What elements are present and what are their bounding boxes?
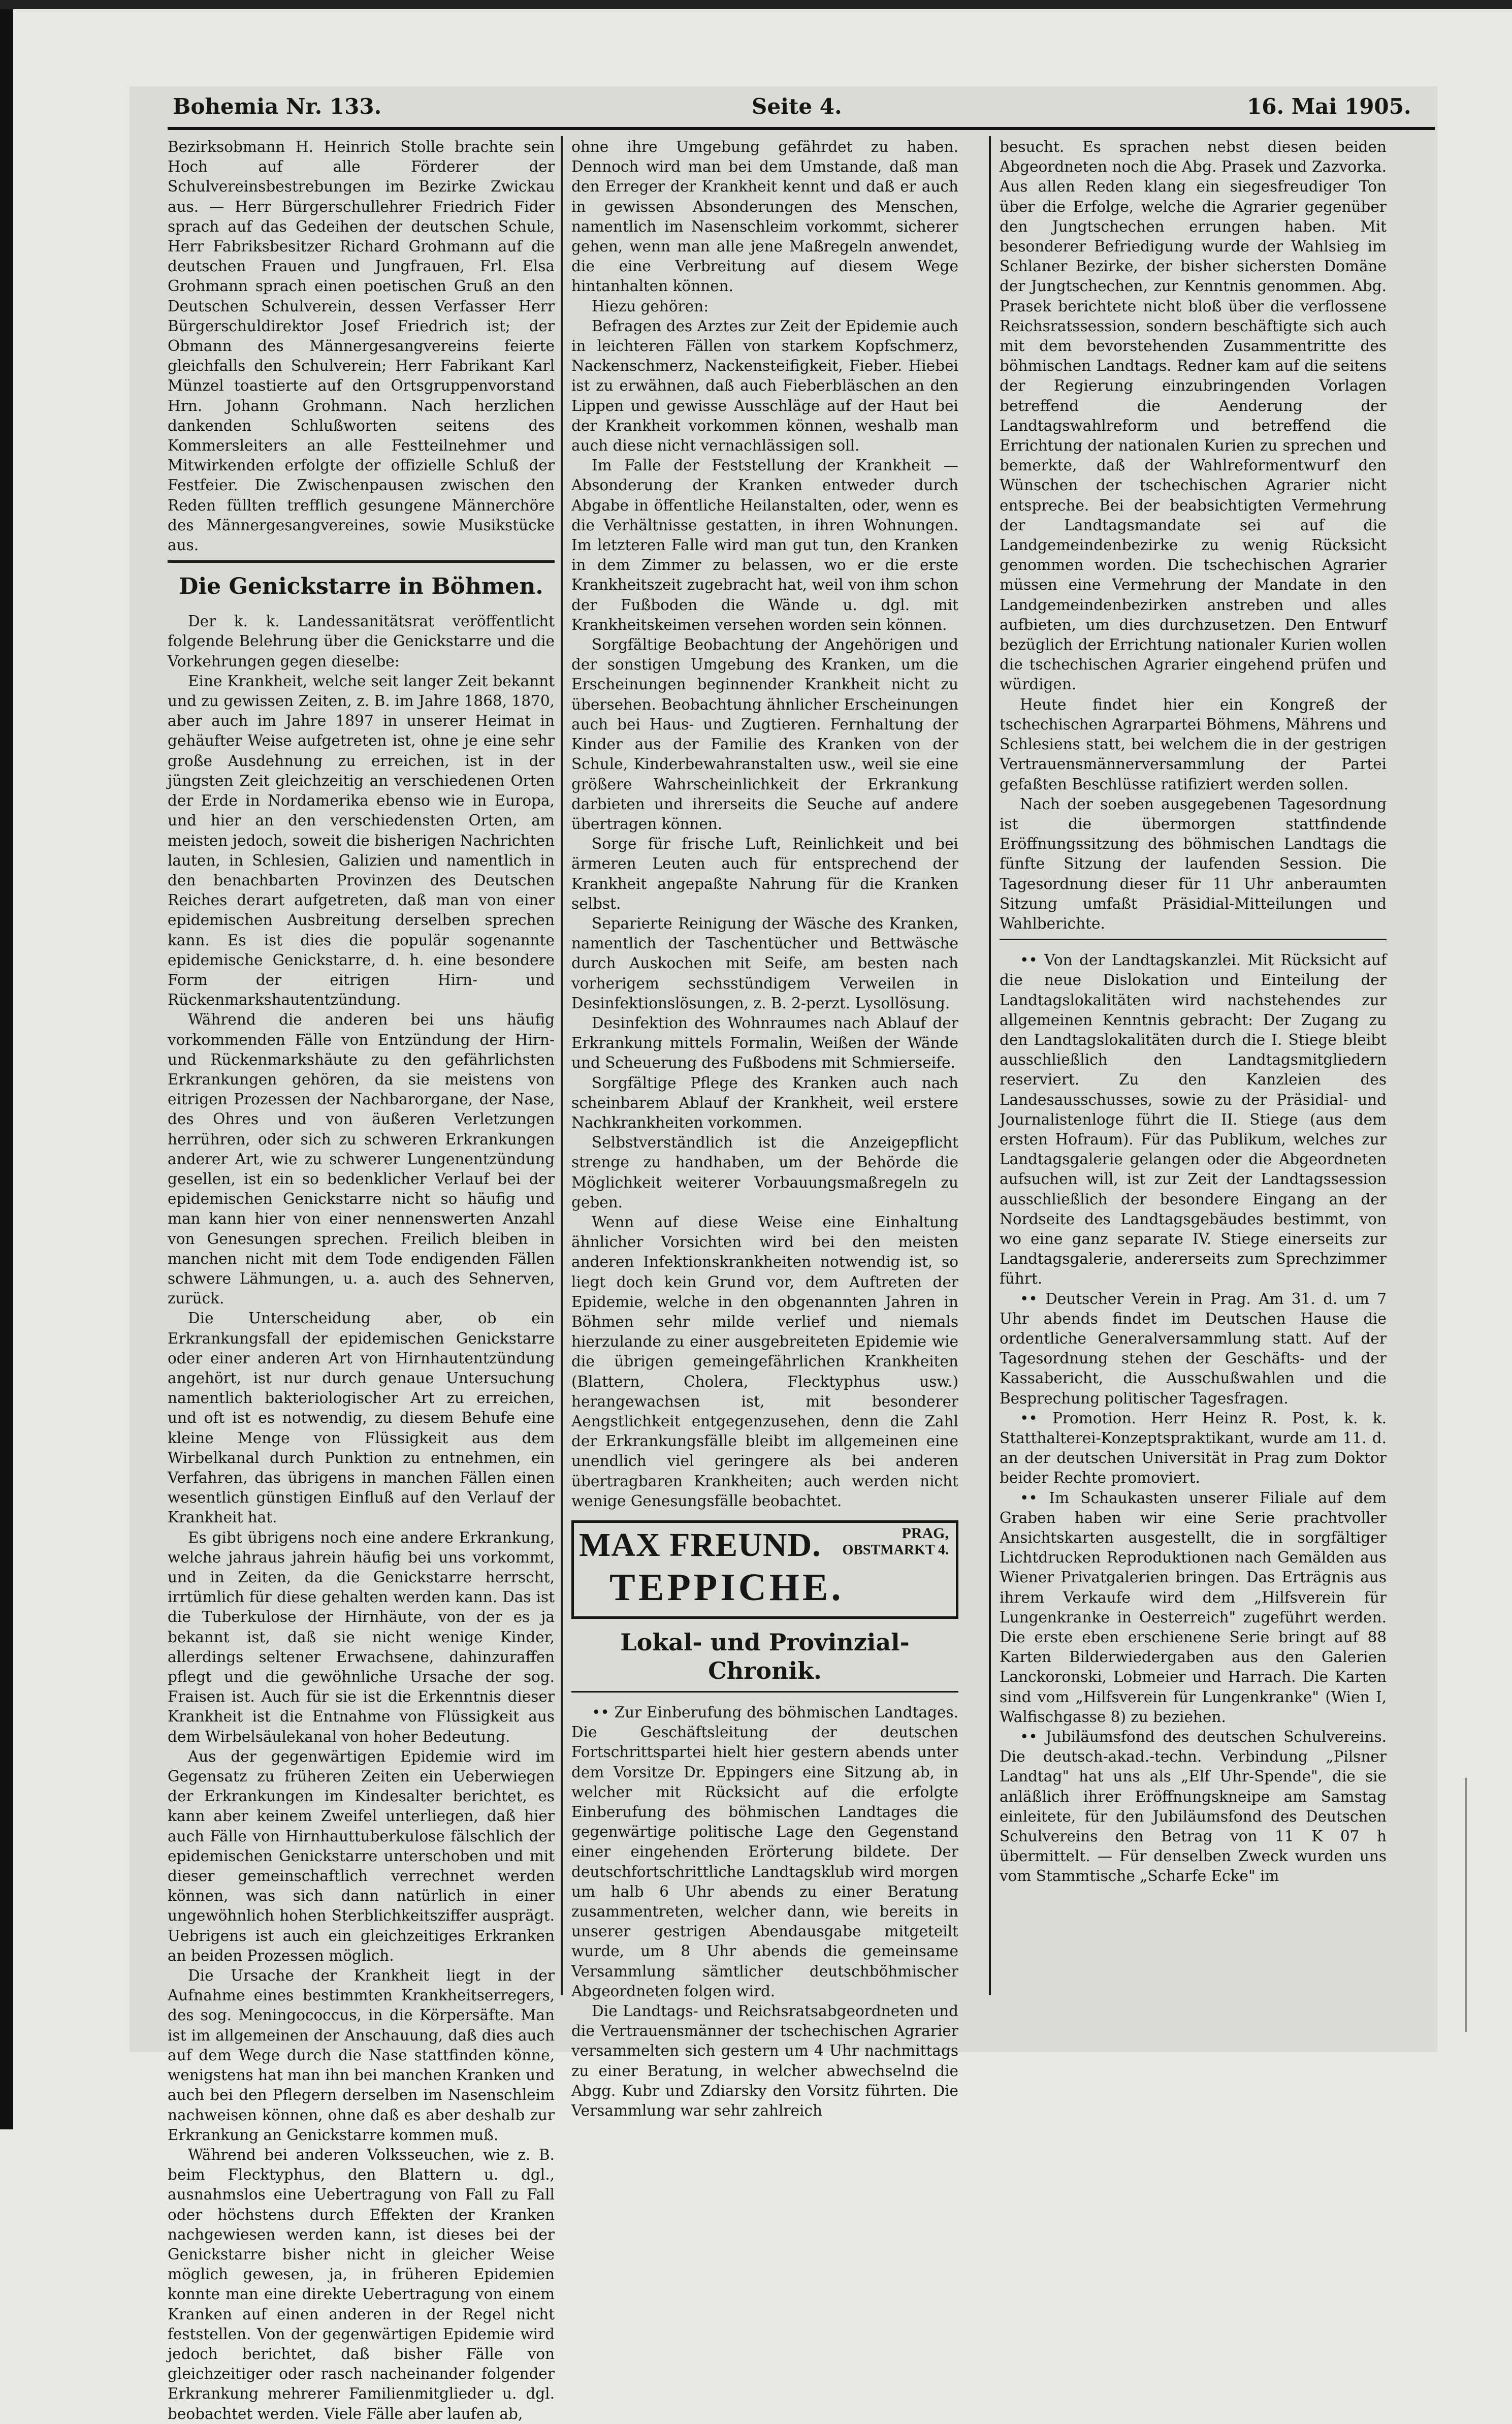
article-paragraph: Der k. k. Landessanitätsrat veröffentlicht folgende Belehrung über die Genickstarre und die Vorkehrungen gegen dieselbe: <box>168 613 555 670</box>
advertiser-city: PRAG, <box>902 1525 949 1542</box>
article-paragraph: Die Landtags- und Reichsratsabgeordneten und die Vertrauensmänner der tschechischen Agrarier versammelten sich gestern um 4 Uhr nachmittags zu einer Beratung, in welcher abwechselnd die Abgg. Kubr und Zdiarsky den Vorsitz führten. Die Versammlung war sehr zahlreich <box>571 2002 958 2120</box>
article-paragraph: Eine Krankheit, welche seit langer Zeit bekannt und zu gewissen Zeiten, z. B. im Jahre 1868, 1870, aber auch im Jahre 1897 in unserer Heimat in gehäufter Weise aufgetreten ist, ohne je eine sehr große Ausdehnung zu erreichen, ist in der jüngsten Zeit gleichzeitig an verschiedenen Orten der Erde in Nordamerika ebenso wie in Europa, und hier an den verschiedensten Orten, am meisten jedoch, soweit die bisherigen Nachrichten lauten, in Schlesien, Galizien und namentlich in den benachbarten Provinzen des Deutschen Reiches derart aufgetreten, daß man von einer epidemischen Ausbreitung derselben sprechen kann. Es ist dies die populär sogenannte epidemische Genickstarre, d. h. eine besondere Form der eitrigen Hirn- und Rückenmarkshautentzündung. <box>168 672 555 1009</box>
article-paragraph: •• Jubiläumsfond des deutschen Schulvereins. Die deutsch-akad.-techn. Verbindung „Pilsner Landtag" hat uns als „Elf Uhr-Spende", die sie anläßlich ihrer Eröffnungskneipe am Samstag einleitete, für den Jubiläumsfond des Deutschen Schulvereins den Betrag von 11 K 07 h übermittelt. — Für denselben Zweck wurden uns vom Stammtische „Scharfe Ecke" im <box>1000 1728 1387 1885</box>
advertisement-box <box>571 1520 958 1619</box>
header-rule <box>168 127 1435 130</box>
article-headline: Die Genickstarre in Böhmen. <box>179 573 543 600</box>
article-paragraph: •• Promotion. Herr Heinz R. Post, k. k. Statthalterei-Konzeptspraktikant, wurde am 11. d. an der deutschen Universität in Prag zum Doktor beider Rechte promoviert. <box>1000 1409 1387 1487</box>
article-paragraph: Während die anderen bei uns häufig vorkommenden Fälle von Entzündung der Hirn- und Rückenmarkshäute zu den gefährlichsten Erkrankungen gehören, da sie meistens von eitrigen Prozessen der Nachbarorgane, der Nase, des Ohres und von äußeren Verletzungen herrühren, oder sich zu schweren Erkrankungen anderer Art, wie zu schwerer Lungenentzündung gesellen, ist ein so bedenklicher Verlauf bei der epidemischen Genickstarre nicht so häufig und man kann hier von einer nennenswerten Anzahl von Genesungen sprechen. Freilich bleiben in manchen nicht mit dem Tode endigenden Fällen schwere Lähmungen, u. a. auch des Sehnerven, zurück. <box>168 1011 555 1307</box>
article-paragraph: Selbstverständlich ist die Anzeigepflicht strenge zu handhaben, um der Behörde die Möglichkeit weiterer Vorbauungsmaßregeln zu geben. <box>571 1134 958 1211</box>
article-paragraph: Die Unterscheidung aber, ob ein Erkrankungsfall der epidemischen Genickstarre oder einer anderen Art von Hirnhautentzündung angehört, ist nur durch genaue Untersuchung namentlich bakteriologischer Art zu erreichen, und oft ist es notwendig, zu diesem Behufe eine kleine Menge von Flüssigkeit aus dem Wirbelkanal durch Punktion zu entnehmen, ein Verfahren, das übrigens in manchen Fällen einen wesentlich günstigen Einfluß auf den Verlauf der Krankheit hat. <box>168 1310 555 1526</box>
article-paragraph: •• Deutscher Verein in Prag. Am 31. d. um 7 Uhr abends findet im Deutschen Hause die ordentliche Generalversammlung statt. Auf der Tagesordnung stehen der Geschäfts- und der Kassabericht, die Ausschußwahlen und die Besprechung politischer Tagesfragen. <box>1000 1290 1387 1407</box>
article-paragraph: Es gibt übrigens noch eine andere Erkrankung, welche jahraus jahrein häufig bei uns vorkommt, und in Zeiten, da die Genickstarre herrscht, irrtümlich für diese gehalten werden kann. Das ist die Tuberkulose der Hirnhäute, von der es ja bekannt ist, daß sie nicht wenige Kinder, allerdings seltener Erwachsene, dahinzuraffen pflegt und die gewöhnliche Ursache der sog. Fraisen ist. Auch für sie ist die Erkenntnis dieser Krankheit ist die Entnahme von Flüssigkeit aus dem Wirbelsäulekanal von hoher Bedeutung. <box>168 1528 555 1745</box>
advertised-product: TEPPICHE. <box>609 1566 844 1609</box>
column-2 <box>571 137 958 2120</box>
header-publication: Bohemia Nr. 133. <box>173 94 382 119</box>
article-paragraph: •• Von der Landtagskanzlei. Mit Rücksicht auf die neue Dislokation und Einteilung der Landtagslokalitäten wird nachstehendes zur allgemeinen Kenntnis gebracht: Der Zugang zu den Landtagslokalitäten durch die I. Stiege bleibt ausschließlich den Landtagsmitgliedern reserviert. Zu den Kanzleien des Landesausschusses, sowie zu der Präsidial- und Journalistenloge führt die II. Stiege (aus dem ersten Hofraum). Für das Publikum, welches zur Landtagsgalerie gelangen oder die Abgeordneten aufsuchen will, ist zur Zeit der Landtagssession ausschließlich der besondere Eingang an der Nordseite des Landtagsgebäudes bestimmt, von wo eine ganz separate IV. Stiege einerseits zur Landtagsgalerie, andererseits zum Sprechzimmer führt. <box>1000 951 1387 1288</box>
page-header <box>173 94 1437 131</box>
article-paragraph: Sorgfältige Pflege des Kranken auch nach scheinbarem Ablauf der Krankheit, weil erstere Nachkrankheiten vorkommen. <box>571 1074 958 1131</box>
header-date: 16. Mai 1905. <box>1247 94 1411 119</box>
article-divider <box>168 560 555 563</box>
article-paragraph: Heute findet hier ein Kongreß der tschechischen Agrarpartei Böhmens, Mährens und Schlesiens statt, bei welchem die in der gestrigen Vertrauensmännerversammlung der Partei gefaßten Beschlüsse ratifiziert werden sollen. <box>1000 695 1387 793</box>
article-paragraph: Separierte Reinigung der Wäsche des Kranken, namentlich der Taschentücher und Bettwäsche durch Auskochen mit Seife, am besten nach vorherigem sechsstündigem Verweilen in Desinfektionslösungen, z. B. 2-perzt. Lysollösung. <box>571 914 958 1012</box>
article-paragraph: Die Ursache der Krankheit liegt in der Aufnahme eines bestimmten Krankheitserregers, des sog. Meningococcus, in die Körpersäfte. Man ist im allgemeinen der Anschauung, daß dies auch auf dem Wege durch die Nase stattfinden könne, wenigstens hat man ihn bei manchen Kranken und auch bei den Pflegern derselben im Nasenschleim nachweisen können, ohne daß es aber deshalb zur Erkrankung an Genickstarre kommen muß. <box>168 1967 555 2144</box>
article-paragraph: besucht. Es sprachen nebst diesen beiden Abgeordneten noch die Abg. Prasek und Zazvorka. Aus allen Reden klang ein siegesfreudiger Ton über die Erfolge, welche die Agrarier gegenüber den Jungtschechen errungen haben. Mit besonderer Befriedigung wurde der Wahlsieg im Schlaner Bezirke, der bisher sichersten Domäne der Jungtschechen, zur Kenntnis genommen. Abg. Prasek berichtete nicht bloß über die verflossene Reichsratssession, sondern beschäftigte sich auch mit dem bevorstehenden Zusammentritte des böhmischen Landtags. Redner kam auf die seitens der Regierung einzubringenden Vorlagen betreffend die Aenderung der Landtagswahlreform und betreffend die Errichtung der nationalen Kurien zu sprechen und bemerkte, daß der Wahlreformentwurf den Wünschen der tschechischen Agrarier nicht entspreche. Bei der beabsichtigten Vermehrung der Landtagsmandate sei auf die Landgemeindenbezirke zu wenig Rücksicht genommen worden. Die tschechischen Agrarier müssen eine Vermehrung der Mandate in den Landgemeindenbezirken anstreben und alles aufbieten, um dies durchzusetzen. Den Entwurf bezüglich der Errichtung nationaler Kurien wollen die tschechischen Agrarier eingehend prüfen und würdigen. <box>1000 138 1387 693</box>
article-paragraph: Befragen des Arztes zur Zeit der Epidemie auch in leichteren Fällen von starkem Kopfschmerz, Nackenschmerz, Nackensteifigkeit, Fieber. Hiebei ist zu erwähnen, daß auch Fieberbläschen an den Lippen und gewisse Ausschläge auf der Haut bei der Krankheit vorkommen können, weshalb man auch diese nicht vernachlässigen soll. <box>571 317 958 455</box>
scan-edge-left <box>0 0 13 2129</box>
article-paragraph: Desinfektion des Wohnraumes nach Ablauf der Erkrankung mittels Formalin, Weißen der Wände und Scheuerung des Fußbodens mit Schmierseife. <box>571 1014 958 1072</box>
section-divider <box>571 1691 958 1693</box>
scan-artifact-line <box>1465 1778 1467 2032</box>
article-paragraph: Nach der soeben ausgegebenen Tagesordnung ist die übermorgen stattfindende Eröffnungssitzung des böhmischen Landtags die fünfte Sitzung der laufenden Session. Die Tagesordnung dieser für 11 Uhr anberaumten Sitzung umfaßt Präsidial-Mitteilungen und Wahlberichte. <box>1000 795 1387 932</box>
header-page-number: Seite 4. <box>752 94 842 119</box>
article-paragraph: Wenn auf diese Weise eine Einhaltung ähnlicher Vorsichten wird bei den meisten anderen Infektionskrankheiten notwendig ist, so liegt doch kein Grund vor, dem Auftreten der Epidemie, welche in den obgenannten Jahren in Böhmen sehr milde verlief und niemals hierzulande zu einer ausgebreiteten Epidemie wie die übrigen gemeingefährlichen Krankheiten (Blattern, Cholera, Flecktyphus usw.) herangewachsen ist, mit besonderer Aengstlichkeit entgegenzusehen, denn die Zahl der Erkrankungsfälle bleibt im allgemeinen eine unendlich viel geringere als bei anderen übertragbaren Krankheiten; auch werden nicht wenige Genesungsfälle beobachtet. <box>571 1213 958 1510</box>
advertiser-name: MAX FREUND. <box>579 1526 821 1564</box>
scan-edge-top <box>0 0 1512 9</box>
article-paragraph: Während bei anderen Volksseuchen, wie z. B. beim Flecktyphus, den Blattern u. dgl., ausnahmslos eine Uebertragung von Fall zu Fall oder höchstens durch Effekten der Kranken nachgewiesen werden kann, ist dieses bei der Genickstarre bisher nicht in gleicher Weise möglich gewesen, ja, in früheren Epidemien konnte man eine direkte Uebertragung von einem Kranken auf einen anderen in der Regel nicht feststellen. Von der gegenwärtigen Epidemie wird jedoch berichtet, daß bisher Fälle von gleichzeitiger oder rasch nacheinander folgender Erkrankung mehrerer Familienmitglieder u. dgl. beobachtet werden. Viele Fälle aber laufen ab, <box>168 2146 555 2422</box>
article-divider <box>1000 939 1387 940</box>
column-1 <box>168 137 555 2422</box>
column-rule-2 <box>989 136 991 1995</box>
article-paragraph: •• Zur Einberufung des böhmischen Landtages. Die Geschäftsleitung der deutschen Fortschrittspartei hielt hier gestern abends unter dem Vorsitze Dr. Eppingers eine Sitzung ab, in welcher mit Rücksicht auf die erfolgte Einberufung des böhmischen Landtages die gegenwärtige politische Lage den Gegenstand einer eingehenden Erörterung bildete. Der deutschfortschrittliche Landtagsklub wird morgen um halb 6 Uhr abends zu einer Beratung zusammentreten, welcher dann, wie bereits in unserer gestrigen Abendausgabe mitgeteilt wurde, um 8 Uhr abends die gemeinsame Versammlung sämtlicher deutschböhmischer Abgeordneten folgen wird. <box>571 1704 958 2000</box>
article-paragraph: Sorgfältige Beobachtung der Angehörigen und der sonstigen Umgebung des Kranken, um die Erscheinungen beginnender Krankheit nicht zu übersehen. Beobachtung ähnlicher Erscheinungen auch bei Haus- und Zugtieren. Fernhaltung der Kinder aus der Familie des Kranken von der Schule, Kinderbewahranstalten usw., weil sie eine größere Wahrscheinlichkeit der Erkrankung darbieten und ihrerseits die Seuche auf andere übertragen können. <box>571 636 958 833</box>
advertiser-address: OBSTMARKT 4. <box>842 1542 949 1558</box>
column-rule-1 <box>561 136 563 1995</box>
section-headline: Lokal- und Provinzial-Chronik. <box>620 1629 910 1685</box>
article-paragraph: Aus der gegenwärtigen Epidemie wird im Gegensatz zu früheren Zeiten ein Ueberwiegen der Erkrankungen im Kindesalter berichtet, es kann aber keinem Zweifel unterliegen, daß hier auch Fälle von Hirnhauttuberkulose fälschlich der epidemischen Genickstarre unterschoben und mit dieser gemeinschaftlich verrechnet werden können, was sich dann natürlich in einer ungewöhnlich hohen Sterblichkeitsziffer ausprägt. Uebrigens ist auch ein gleichzeitiges Erkranken an beiden Prozessen möglich. <box>168 1747 555 1964</box>
article-paragraph: Im Falle der Feststellung der Krankheit — Absonderung der Kranken entweder durch Abgabe in öffentliche Heilanstalten, oder, wenn es die Verhältnisse gestatten, in ihren Wohnungen. Im letzteren Falle wird man gut tun, den Kranken in dem Zimmer zu belassen, wo er die erste Krankheitszeit zugebracht hat, weil von ihm schon der Fußboden die Wände u. dgl. mit Krankheitskeimen versehen worden sein können. <box>571 457 958 633</box>
article-paragraph: Bezirksobmann H. Heinrich Stolle brachte sein Hoch auf alle Förderer der Schulvereinsbestrebungen im Bezirke Zwickau aus. — Herr Bürgerschullehrer Friedrich Fider sprach auf das Gedeihen der deutschen Schule, Herr Fabriksbesitzer Richard Grohmann auf die deutschen Frauen und Jungfrauen, Frl. Elsa Grohmann sprach einen poetischen Gruß an den Deutschen Schulverein, dessen Verfasser Herr Bürgerschuldirektor Josef Friedrich ist; der Obmann des Männergesangvereins feierte gleichfalls den Schulverein; Herr Fabrikant Karl Münzel toastierte auf den Ortsgruppenvorstand Hrn. Johann Grohmann. Nach herzlichen dankenden Schlußworten seitens des Kommersleiters an alle Festteilnehmer und Mitwirkenden erfolgte der offizielle Schluß der Festfeier. Die Zwischenpausen zwischen den Reden füllten trefflich gesungene Männerchöre des Männergesangvereines, sowie Musikstücke aus. <box>168 138 555 554</box>
article-paragraph: •• Im Schaukasten unserer Filiale auf dem Graben haben wir eine Serie prachtvoller Ansichtskarten ausgestellt, die in sorgfältiger Lichtdrucken Reproduktionen nach Gemälden aus Wiener Privatgalerien bringen. Das Erträgnis aus ihrem Verkaufe wird dem „Hilfsverein für Lungenkranke in Oesterreich" zugeführt werden. Die erste eben erschienene Serie bringt auf 88 Karten Bilderwiedergaben aus den Galerien Lanckoronski, Lobmeier und Harrach. Die Karten sind vom „Hilfsverein für Lungenkranke" (Wien I, Walfischgasse 8) zu beziehen. <box>1000 1489 1387 1726</box>
article-paragraph: ohne ihre Umgebung gefährdet zu haben. Dennoch wird man bei dem Umstande, daß man den Erreger der Krankheit kennt und daß er auch in gewissen Absonderungen des Menschen, namentlich im Nasenschleim vorkommt, sicherer gehen, wenn man alle jene Maßregeln anwendet, die eine Verbreitung auf diesem Wege hintanhalten können. <box>571 138 958 295</box>
column-3 <box>1000 137 1387 1986</box>
article-paragraph: Hiezu gehören: <box>592 297 709 315</box>
article-paragraph: Sorge für frische Luft, Reinlichkeit und bei ärmeren Leuten auch für entsprechend der Krankheit angepaßte Nahrung für die Kranken selbst. <box>571 835 958 912</box>
